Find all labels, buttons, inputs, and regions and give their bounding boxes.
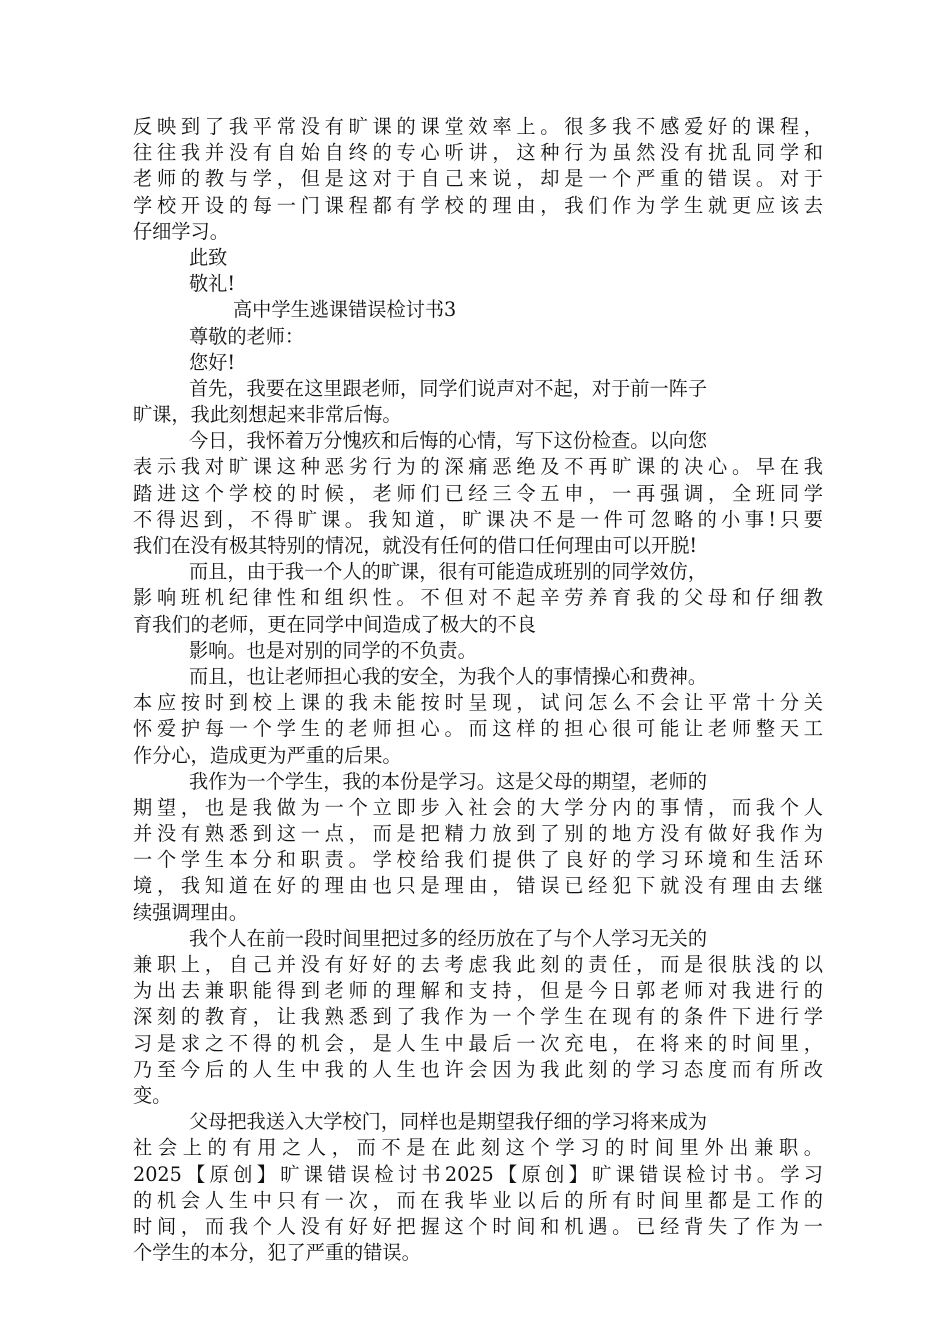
text-line: 境，我知道在好的理由也只是理由，错误已经犯下就没有理由去继: [133, 874, 823, 898]
text-line: 旷课，我此刻想起来非常后悔。: [133, 403, 402, 427]
text-line: 习是求之不得的机会，是人生中最后一次充电，在将来的时间里，: [133, 1031, 823, 1055]
text-line: 并没有熟悉到这一点，而是把精力放到了别的地方没有做好我作为: [133, 822, 823, 846]
text-line: 今日，我怀着万分愧疚和后悔的心情，写下这份检查。以向您: [189, 429, 708, 453]
text-line: 父母把我送入大学校门，同样也是期望我仔细的学习将来成为: [189, 1110, 708, 1134]
text-line: 反映到了我平常没有旷课的课堂效率上。很多我不感爱好的课程，: [133, 115, 823, 138]
text-line: 深刻的教育，让我熟悉到了我作为一个学生在现有的条件下进行学: [133, 1005, 823, 1029]
text-line: 我个人在前一段时间里把过多的经历放在了与个人学习无关的: [189, 926, 708, 950]
text-line: 续强调理由。: [133, 900, 249, 924]
text-line: 表示我对旷课这种恶劣行为的深痛恶绝及不再旷课的决心。早在我: [133, 455, 823, 479]
greeting: 尊敬的老师：: [189, 324, 305, 348]
text-line: 学校开设的每一门课程都有学校的理由，我们作为学生就更应该去: [133, 193, 823, 217]
text-line: 社会上的有用之人，而不是在此刻这个学习的时间里外出兼职。: [133, 1136, 823, 1160]
text-line: 一个学生本分和职责。学校给我们提供了良好的学习环境和生活环: [133, 848, 823, 872]
text-line: 作分心，造成更为严重的后果。: [133, 743, 402, 767]
text-line: 期望，也是我做为一个立即步入社会的大学分内的事情，而我个人: [133, 795, 823, 819]
text-line: 影响。也是对别的同学的不负责。: [189, 638, 477, 662]
text-line: 兼职上，自己并没有好好的去考虑我此刻的责任，而是很肤浅的以: [133, 953, 823, 976]
text-line: 不得迟到，不得旷课。我知道，旷课决不是一件可忽略的小事!只要: [133, 507, 823, 531]
text-line: 2025【原创】旷课错误检讨书2025【原创】旷课错误检讨书。学习: [133, 1162, 823, 1186]
text-line: 育我们的老师，更在同学中间造成了极大的不良: [133, 612, 536, 636]
text-line: 老师的教与学，但是这对于自己来说，却是一个严重的错误。对于: [133, 167, 823, 191]
text-line: 变。: [133, 1083, 172, 1107]
text-line: 仔细学习。: [133, 219, 229, 243]
text-line: 踏进这个学校的时候，老师们已经三令五申，一再强调，全班同学: [133, 481, 823, 505]
text-line: 个学生的本分，犯了严重的错误。: [133, 1241, 421, 1265]
text-line: 影响班机纪律性和组织性。不但对不起辛劳养育我的父母和仔细教: [133, 586, 823, 610]
text-line: 首先，我要在这里跟老师，同学们说声对不起，对于前一阵子: [189, 376, 708, 400]
text-line: 而且，也让老师担心我的安全，为我个人的事情操心和费神。: [189, 664, 708, 688]
text-line: 乃至今后的人生中我的人生也许会因为我此刻的学习态度而有所改: [133, 1057, 823, 1081]
text-line: 我们在没有极其特别的情况，就没有任何的借口任何理由可以开脱!: [133, 534, 698, 557]
greeting-hello: 您好!: [189, 350, 236, 374]
text-line: 的机会人生中只有一次，而在我毕业以后的所有时间里都是工作的: [133, 1188, 823, 1212]
text-line: 怀爱护每一个学生的老师担心。而这样的担心很可能让老师整天工: [133, 717, 823, 741]
text-line: 时间，而我个人没有好好把握这个时间和机遇。已经背失了作为一: [133, 1214, 823, 1238]
text-line: 往往我并没有自始自终的专心听讲，这种行为虽然没有扰乱同学和: [133, 141, 823, 165]
closing-salutation: 此致: [189, 245, 228, 269]
text-line: 我作为一个学生，我的本份是学习。这是父母的期望，老师的: [189, 769, 708, 793]
text-line: 而且，由于我一个人的旷课，很有可能造成班别的同学效仿，: [189, 560, 708, 584]
text-line: 为出去兼职能得到老师的理解和支持，但是今日郭老师对我进行的: [133, 979, 823, 1003]
section-title: 高中学生逃课错误检讨书3: [233, 298, 457, 322]
document-body: [133, 114, 823, 1266]
closing-regards: 敬礼!: [189, 272, 236, 296]
text-line: 本应按时到校上课的我未能按时呈现，试问怎么不会让平常十分关: [133, 691, 823, 715]
